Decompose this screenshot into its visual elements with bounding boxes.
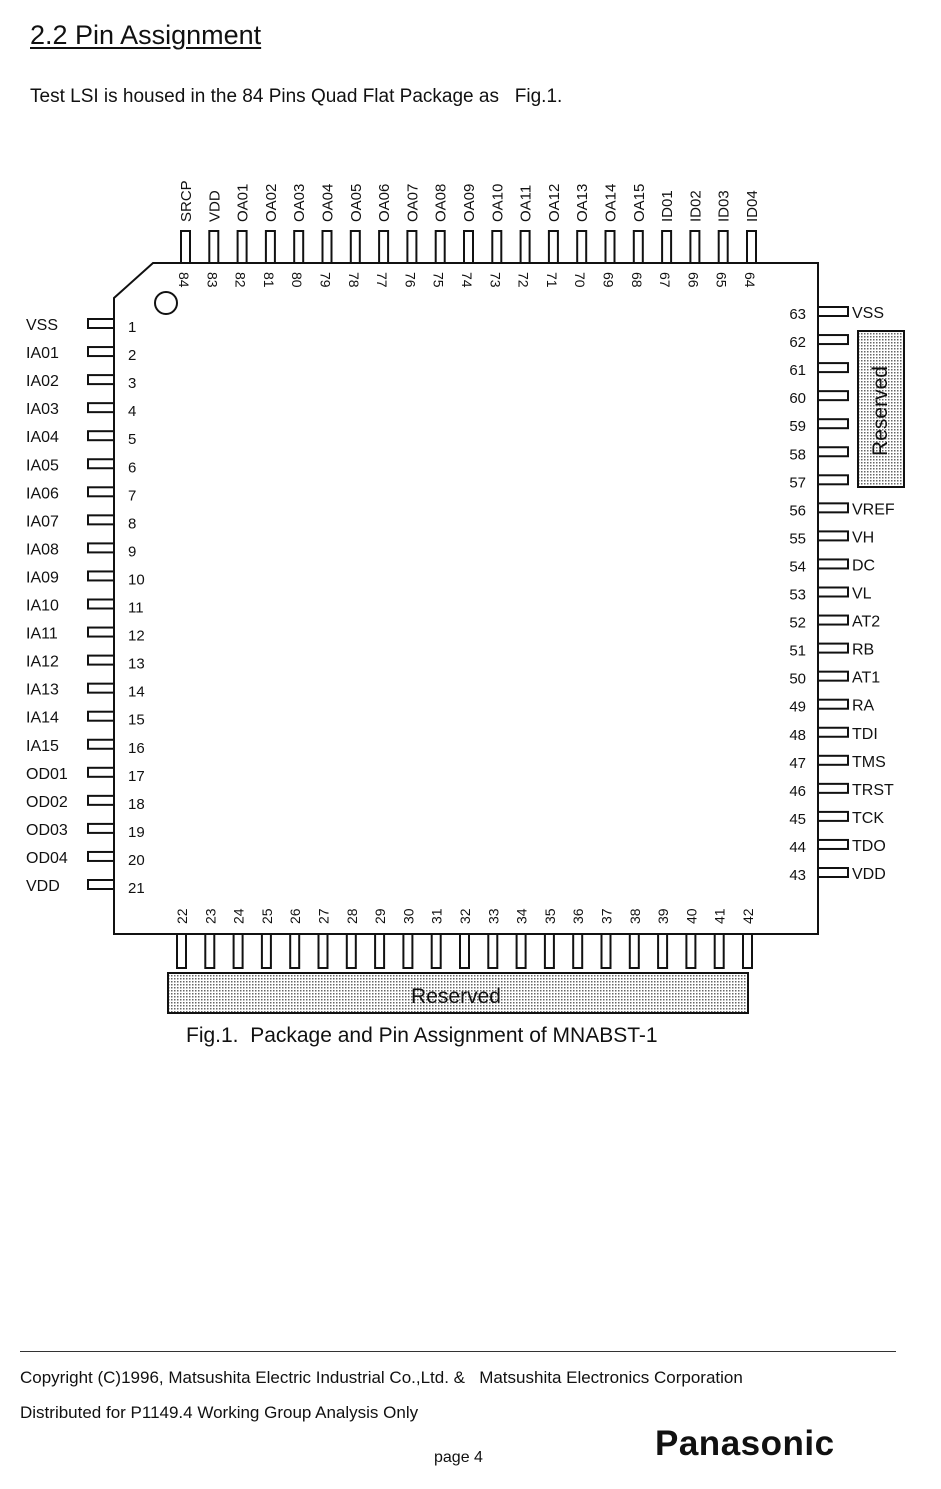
pin-lead: [818, 588, 848, 597]
pin-name: OD01: [26, 765, 68, 783]
pin-name: DC: [852, 557, 876, 575]
pin-lead: [818, 672, 848, 681]
pin-lead: [294, 231, 303, 263]
pin-lead: [464, 231, 473, 263]
pin-name: OA15: [630, 183, 648, 222]
pin-lead: [181, 231, 190, 263]
pin-lead: [88, 796, 114, 805]
pin-lead: [88, 824, 114, 833]
pin-number: 24: [230, 908, 247, 924]
pin-name: OA08: [432, 183, 450, 222]
pin-name: ID03: [715, 190, 733, 222]
reserved-right-block: [858, 331, 904, 487]
pin-number: 45: [789, 810, 806, 828]
pin-number: 47: [789, 754, 806, 772]
pin-lead: [88, 600, 114, 609]
pin-lead: [818, 419, 848, 428]
pin-number: 10: [128, 571, 145, 589]
pin-number: 4: [128, 403, 137, 421]
pin-name: OA04: [319, 183, 337, 222]
pin-number: 61: [789, 362, 806, 380]
pin-number: 9: [128, 543, 137, 561]
pin-name: IA01: [26, 345, 59, 363]
pin-number: 79: [317, 272, 334, 288]
pin-lead: [88, 319, 114, 328]
pin-name: IA08: [26, 541, 59, 559]
pin-lead: [379, 231, 388, 263]
pin-lead: [573, 934, 582, 968]
pin-name: IA14: [26, 709, 59, 727]
distribution-note: Distributed for P1149.4 Working Group Analysis Only: [20, 1403, 419, 1422]
pin-number: 19: [128, 823, 145, 841]
pin-number: 53: [789, 586, 806, 604]
pin-lead: [818, 363, 848, 372]
pin-number: 70: [572, 272, 589, 288]
pin-number: 27: [315, 908, 332, 924]
pin-number: 60: [789, 390, 806, 408]
pin-name: OA07: [404, 183, 422, 222]
pin-lead: [177, 934, 186, 968]
pin-name: OD02: [26, 793, 68, 811]
pin-lead: [88, 852, 114, 861]
pin-lead: [577, 231, 586, 263]
pin-name: TRST: [852, 781, 894, 799]
pin-number: 50: [789, 670, 806, 688]
pin-number: 64: [742, 272, 758, 288]
pin-lead: [88, 375, 114, 384]
pin-lead: [818, 307, 848, 316]
pin-number: 32: [457, 908, 473, 924]
pin-number: 40: [683, 908, 700, 924]
pin-name: AT1: [852, 669, 881, 687]
pin-number: 77: [374, 272, 391, 288]
pin-name: OA13: [574, 183, 592, 222]
pin-name: ID04: [744, 190, 761, 222]
pin-lead: [818, 644, 848, 653]
pin-number: 38: [626, 908, 643, 924]
pin-name: IA05: [26, 457, 59, 475]
section-title: 2.2 Pin Assignment: [30, 20, 262, 50]
pin-name: TDO: [852, 837, 886, 855]
pin-name: IA09: [26, 569, 59, 587]
pin-name: VSS: [26, 317, 59, 334]
pin-number: 84: [176, 272, 192, 288]
pin-lead: [818, 616, 848, 625]
pin-lead: [545, 934, 554, 968]
pin-name: VDD: [206, 190, 224, 222]
pin-name: IA15: [26, 737, 59, 755]
pin-name: TCK: [852, 809, 884, 827]
pin-number: 75: [430, 272, 447, 288]
pin-number: 80: [289, 272, 306, 288]
pin-number: 65: [713, 272, 730, 288]
pin-number: 78: [345, 272, 362, 288]
pin-lead: [205, 934, 214, 968]
pin-number: 12: [128, 627, 145, 645]
pin-name: OA12: [545, 183, 563, 222]
reserved-bottom-block: [168, 973, 748, 1013]
pin-number: 36: [570, 908, 587, 924]
pin-number: 48: [789, 726, 806, 744]
intro-text: Test LSI is housed in the 84 Pins Quad Flat Package as Fig.1.: [30, 86, 563, 107]
pin-lead: [436, 231, 445, 263]
pin-number: 39: [655, 908, 672, 924]
pin-lead: [319, 934, 328, 968]
pin-lead: [290, 934, 299, 968]
pin-name: SRCP: [178, 180, 195, 222]
pin-name: TMS: [852, 753, 886, 771]
pin-number: 23: [202, 908, 219, 924]
pin-lead: [88, 768, 114, 777]
pin-number: 57: [789, 474, 806, 492]
pin-lead: [88, 403, 114, 412]
pin-number: 37: [598, 908, 615, 924]
pin-lead: [662, 231, 671, 263]
pin-lead: [88, 740, 114, 749]
pin-name: IA07: [26, 513, 59, 531]
pin-number: 66: [685, 272, 702, 288]
pin-lead: [238, 231, 247, 263]
pin-name: RA: [852, 697, 875, 715]
page-number: page 4: [434, 1449, 483, 1466]
pin-name: ID02: [687, 190, 705, 222]
pin-number: 14: [128, 683, 145, 701]
pin-lead: [715, 934, 724, 968]
pin-lead: [88, 628, 114, 637]
pin-name: IA03: [26, 401, 59, 419]
pin-lead: [743, 934, 752, 968]
pin-name: OA14: [602, 183, 620, 222]
pin-number: 6: [128, 459, 137, 477]
pin-lead: [88, 515, 114, 524]
pin-name: RB: [852, 641, 875, 659]
pin-number: 8: [128, 515, 137, 533]
pin-lead: [818, 559, 848, 568]
pin-number: 83: [204, 272, 221, 288]
pin-number: 25: [258, 908, 275, 924]
pin-number: 41: [711, 908, 728, 924]
pin-number: 20: [128, 851, 145, 869]
pin-lead: [351, 231, 360, 263]
pin-number: 28: [343, 908, 360, 924]
pin-name: VDD: [26, 878, 60, 895]
pin-lead: [234, 934, 243, 968]
pin-name: OA06: [376, 183, 394, 222]
pin-number: 46: [789, 782, 806, 800]
pin-lead: [375, 934, 384, 968]
pin-number: 49: [789, 698, 806, 716]
pin-name: VH: [852, 529, 875, 547]
pin-name: VDD: [852, 866, 886, 883]
footer-divider: [20, 1351, 896, 1352]
pin-name: OA02: [262, 183, 280, 222]
pin-number: 1: [128, 319, 137, 336]
pin-number: 34: [513, 908, 530, 924]
pin-lead: [88, 571, 114, 580]
pin-number: 11: [128, 599, 144, 617]
pin-lead: [719, 231, 728, 263]
pin-lead: [88, 487, 114, 496]
pin-name: VL: [852, 585, 872, 603]
pin-number: 81: [260, 272, 277, 288]
pin-lead: [403, 934, 412, 968]
pin-lead: [690, 231, 699, 263]
pin-number: 42: [740, 908, 756, 924]
pin-name: OD04: [26, 849, 68, 867]
pin-name: IA11: [26, 625, 58, 643]
pin-lead: [818, 868, 848, 877]
pin-lead: [88, 684, 114, 693]
pin-number: 43: [789, 867, 806, 884]
pin-lead: [818, 840, 848, 849]
pin-number: 21: [128, 880, 145, 897]
pin1-marker: [155, 292, 177, 314]
pin-lead: [818, 447, 848, 456]
pin-name: OA01: [234, 183, 252, 222]
left-pin-row: [26, 317, 145, 897]
pin-number: 62: [789, 334, 806, 352]
pin-name: IA10: [26, 597, 59, 615]
panasonic-logo: Panasonic: [655, 1424, 835, 1463]
pin-name: TDI: [852, 725, 878, 743]
pin-lead: [460, 934, 469, 968]
pin-lead: [88, 656, 114, 665]
pin-number: 15: [128, 711, 145, 729]
pin-lead: [818, 700, 848, 709]
pin-number: 13: [128, 655, 145, 673]
pin-name: OA03: [291, 183, 309, 222]
pin-lead: [88, 880, 114, 889]
pin-number: 74: [459, 272, 475, 288]
bottom-pin-row: [174, 908, 756, 968]
pin-lead: [88, 543, 114, 552]
pin-name: IA13: [26, 681, 59, 699]
pin-name: OA11: [517, 184, 535, 222]
pin-number: 3: [128, 375, 137, 393]
pin-name: OA05: [347, 183, 365, 222]
pin-number: 52: [789, 614, 806, 632]
pin-lead: [818, 728, 848, 737]
pin-lead: [818, 391, 848, 400]
pin-lead: [432, 934, 441, 968]
pin-number: 33: [485, 908, 502, 924]
pin-number: 31: [428, 908, 445, 924]
pin-number: 55: [789, 530, 806, 548]
pin-lead: [209, 231, 218, 263]
pin-name: OD03: [26, 821, 68, 839]
pin-lead: [818, 756, 848, 765]
pin-number: 73: [487, 272, 504, 288]
pin-lead: [262, 934, 271, 968]
pin-lead: [818, 812, 848, 821]
pin-lead: [88, 459, 114, 468]
pin-lead: [517, 934, 526, 968]
pin-number: 16: [128, 739, 145, 757]
top-pin-row: [176, 180, 761, 287]
pin-number: 51: [789, 642, 806, 660]
pin-lead: [747, 231, 756, 263]
pin-lead: [630, 934, 639, 968]
pin-lead: [266, 231, 275, 263]
pin-number: 82: [232, 272, 249, 288]
pin-number: 71: [543, 272, 560, 288]
pin-lead: [323, 231, 332, 263]
pin-lead: [818, 475, 848, 484]
pin-number: 68: [628, 272, 645, 288]
pin-lead: [686, 934, 695, 968]
pin-number: 59: [789, 418, 806, 436]
pin-number: 63: [789, 306, 806, 323]
pin-number: 22: [174, 908, 190, 924]
pin-number: 26: [287, 908, 304, 924]
pin-lead: [88, 431, 114, 440]
pin-lead: [818, 531, 848, 540]
pin-number: 67: [657, 272, 674, 288]
pin-number: 72: [515, 272, 532, 288]
pin-number: 30: [400, 908, 417, 924]
pin-number: 18: [128, 795, 145, 813]
figure-caption: Fig.1. Package and Pin Assignment of MNABST-1: [186, 1024, 658, 1047]
pin-number: 2: [128, 347, 137, 365]
pin-name: VREF: [852, 501, 895, 519]
pin-number: 76: [402, 272, 419, 288]
pin-lead: [88, 712, 114, 721]
pin-lead: [634, 231, 643, 263]
pin-number: 54: [789, 558, 806, 576]
pin-lead: [521, 231, 530, 263]
pin-number: 58: [789, 446, 806, 464]
pin-number: 29: [372, 908, 389, 924]
pin-name: IA02: [26, 373, 59, 391]
pin-lead: [488, 934, 497, 968]
package-body: [114, 263, 818, 934]
pin-number: 17: [128, 767, 145, 785]
pin-name: IA04: [26, 429, 59, 447]
pin-number: 69: [600, 272, 617, 288]
pin-lead: [88, 347, 114, 356]
pin-lead: [606, 231, 615, 263]
pin-lead: [549, 231, 558, 263]
pin-lead: [658, 934, 667, 968]
pin-name: ID01: [659, 190, 677, 222]
reserved-bottom-label: Reserved: [411, 985, 501, 1008]
pin-number: 35: [541, 908, 558, 924]
pin-name: VSS: [852, 305, 885, 322]
pin-name: OA10: [489, 183, 507, 222]
pin-number: 7: [128, 487, 137, 505]
pin-lead: [602, 934, 611, 968]
pin-name: AT2: [852, 613, 881, 631]
pin-lead: [818, 784, 848, 793]
pin-name: IA12: [26, 653, 59, 671]
pin-number: 5: [128, 431, 137, 449]
pin-lead: [818, 335, 848, 344]
pin-lead: [818, 503, 848, 512]
reserved-right-label: Reserved: [869, 366, 892, 456]
pin-name: OA09: [461, 183, 478, 222]
copyright-text: Copyright (C)1996, Matsushita Electric Industrial Co.,Ltd. & Matsushita Electronics Corporation: [20, 1368, 743, 1387]
pin-number: 44: [789, 838, 806, 856]
pin-lead: [492, 231, 501, 263]
pin-lead: [407, 231, 416, 263]
pin-lead: [347, 934, 356, 968]
pin-number: 56: [789, 502, 806, 520]
pin-name: IA06: [26, 485, 59, 503]
